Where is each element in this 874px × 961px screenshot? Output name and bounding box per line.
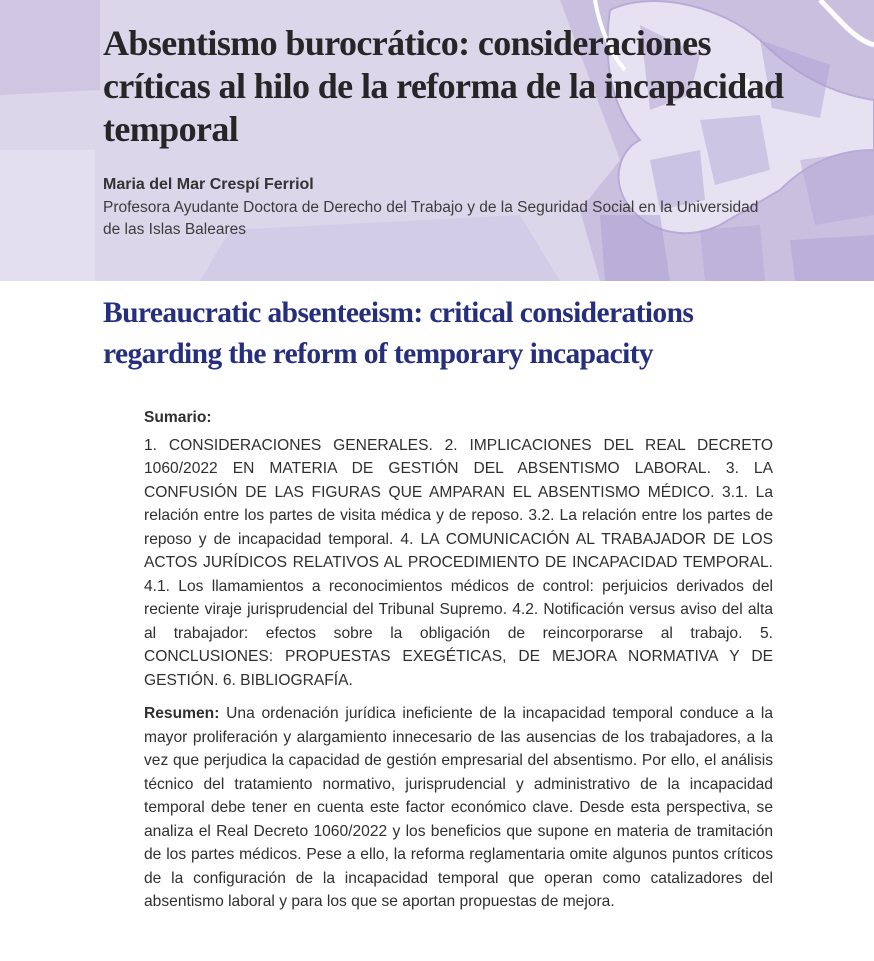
sumario-heading: Sumario:	[144, 409, 212, 426]
article-title-en: Bureaucratic absenteeism: critical considerations regarding the reform of temporary incapacity	[103, 297, 694, 370]
author-affiliation: Profesora Ayudante Doctora de Derecho del Trabajo y de la Seguridad Social en la Universidad de las Islas Baleares	[103, 199, 759, 238]
header-band	[0, 0, 874, 281]
resumen-paragraph	[144, 702, 773, 914]
resumen-label: Resumen:	[144, 705, 220, 722]
sumario-text: 1. CONSIDERACIONES GENERALES. 2. IMPLICACIONES DEL REAL DECRETO 1060/2022 EN MATERIA DE GESTIÓN DEL ABSENTISMO LABORAL. 3. LA CONFUSIÓN DE LAS FIGURAS QUE AMPARAN EL ABSENTISMO MÉDICO. 3.1. La relación entre los partes de visita médica y de reposo. 3.2. La relación entre los partes de reposo y de incapacidad temporal. 4. LA COMUNICACIÓN AL TRABAJADOR DE LOS ACTOS JURÍDICOS RELATIVOS AL PROCEDIMIENTO DE INCAPACIDAD TEMPORAL. 4.1. Los llamamientos a reconocimientos médicos de control: perjuicios derivados del reciente viraje jurisprudencial del Tribunal Supremo. 4.2. Notificación versus aviso del alta al trabajador: efectos sobre la obligación de reincorporarse al trabajo. 5. CONCLUSIONES: PROPUESTAS EXEGÉTICAS, DE MEJORA NORMATIVA Y DE GESTIÓN. 6. BIBLIOGRAFÍA.	[144, 436, 773, 689]
author-name: Maria del Mar Crespí Ferriol	[103, 176, 314, 193]
article-title-es: Absentismo burocrático: consideraciones críticas al hilo de la reforma de la incapacidad temporal	[103, 23, 784, 149]
resumen-text: Una ordenación jurídica ineficiente de la incapacidad temporal conduce a la mayor proliferación y alargamiento innecesario de las ausencias de los trabajadores, a la vez que perjudica la capacidad de gestión empresarial del absentismo. Por ello, el análisis técnico del tratamiento normativo, jurisprudencial y administrativo de la incapacidad temporal debe tener en cuenta este factor económico clave. Desde esta perspectiva, se analiza el Real Decreto 1060/2022 y los beneficios que supone en materia de tramitación de los partes médicos. Pese a ello, la reforma reglamentaria omite algunos puntos críticos de la configuración de la incapacidad temporal que operan como catalizadores del absentismo laboral y para los que se aportan propuestas de mejora.	[144, 705, 773, 910]
abstract-block	[144, 406, 773, 914]
